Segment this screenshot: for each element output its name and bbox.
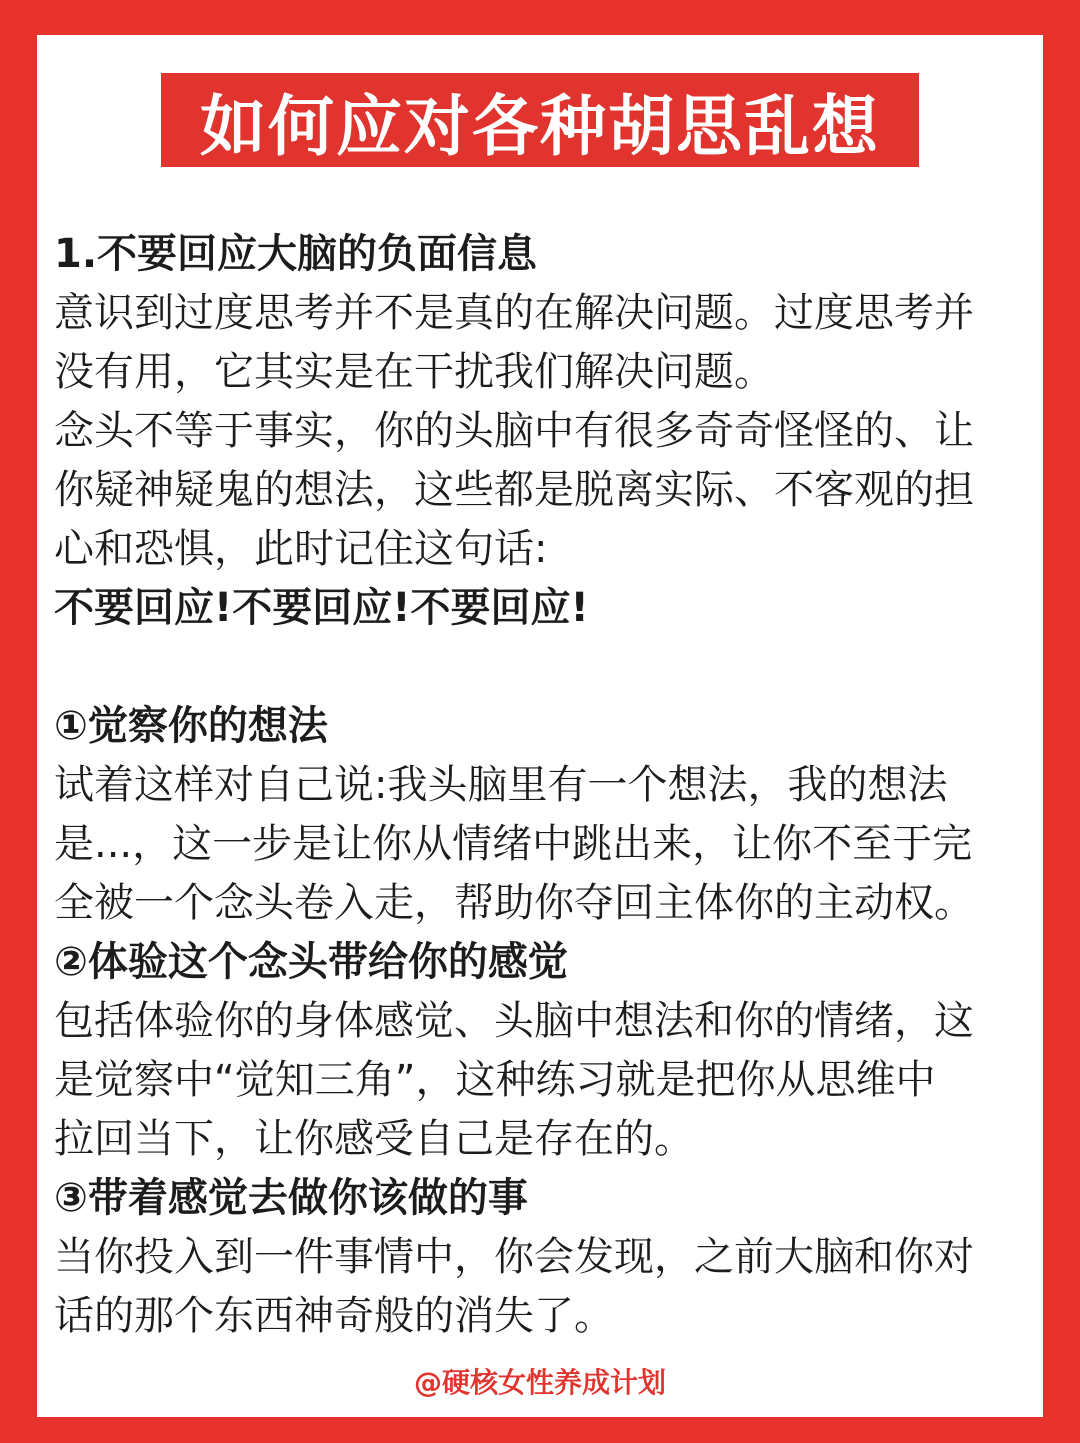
paragraph-line: 话的那个东西神奇般的消失了。 <box>54 1293 614 1339</box>
paragraph-line: 念头不等于事实，你的头脑中有很多奇奇怪怪的、让 <box>54 408 974 454</box>
title-banner <box>161 73 919 167</box>
paragraph-line: 是觉察中“觉知三角”，这种练习就是把你从思维中 <box>54 1057 936 1103</box>
paragraph-line: 全被一个念头卷入走，帮助你夺回主体你的主动权。 <box>54 880 974 926</box>
paragraph-line: 试着这样对自己说:我头脑里有一个想法，我的想法 <box>54 762 948 808</box>
paragraph-line: 你疑神疑鬼的想法，这些都是脱离实际、不客观的担 <box>54 467 974 513</box>
paragraph-line: 没有用，它其实是在干扰我们解决问题。 <box>54 349 774 395</box>
paragraph-line: 是...，这一步是让你从情绪中跳出来，让你不至于完 <box>54 821 973 867</box>
paragraph-line: 拉回当下，让你感受自己是存在的。 <box>54 1116 694 1162</box>
content-card <box>37 35 1043 1417</box>
paragraph-line: 包括体验你的身体感觉、头脑中想法和你的情绪，这 <box>54 998 974 1044</box>
section-heading: 1.不要回应大脑的负面信息 <box>54 231 538 277</box>
paragraph-line: 意识到过度思考并不是真的在解决问题。过度思考并 <box>54 290 974 336</box>
step-heading-3: ③带着感觉去做你该做的事 <box>54 1175 528 1221</box>
page-title: 如何应对各种胡思乱想 <box>200 87 880 165</box>
step-heading-2: ②体验这个念头带给你的感觉 <box>54 939 568 985</box>
step-heading-1: ①觉察你的想法 <box>54 703 328 749</box>
paragraph-line: 当你投入到一件事情中，你会发现，之前大脑和你对 <box>54 1234 974 1280</box>
paragraph-line: 心和恐惧，此时记住这句话: <box>54 526 548 572</box>
article-body <box>54 225 1034 1346</box>
emphasis-line: 不要回应!不要回应!不要回应! <box>54 585 589 631</box>
author-watermark: @硬核女性养成计划 <box>413 1366 666 1399</box>
spacer <box>54 638 1034 697</box>
